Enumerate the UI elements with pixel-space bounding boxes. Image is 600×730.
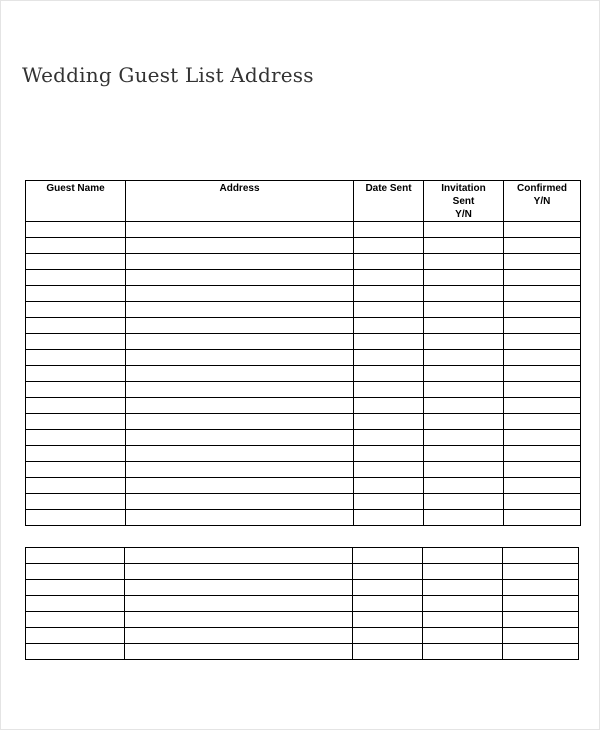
cell-date-sent[interactable] [354, 510, 424, 526]
cell-address[interactable] [126, 350, 354, 366]
cell-confirmed[interactable] [504, 398, 581, 414]
cell-guest-name[interactable] [26, 286, 126, 302]
cell-confirmed[interactable] [504, 430, 581, 446]
cell-date-sent[interactable] [353, 628, 423, 644]
cell-date-sent[interactable] [354, 238, 424, 254]
cell-confirmed[interactable] [503, 596, 579, 612]
cell-address[interactable] [126, 286, 354, 302]
cell-guest-name[interactable] [26, 510, 126, 526]
cell-date-sent[interactable] [354, 286, 424, 302]
cell-date-sent[interactable] [354, 462, 424, 478]
cell-confirmed[interactable] [503, 644, 579, 660]
table-row [26, 628, 579, 644]
cell-address[interactable] [125, 564, 353, 580]
table-row [26, 510, 581, 526]
cell-guest-name[interactable] [26, 494, 126, 510]
cell-invitation-sent[interactable] [424, 510, 504, 526]
cell-invitation-sent[interactable] [423, 612, 503, 628]
cell-date-sent[interactable] [354, 302, 424, 318]
cell-date-sent[interactable] [354, 318, 424, 334]
cell-confirmed[interactable] [504, 478, 581, 494]
cell-address[interactable] [126, 302, 354, 318]
cell-invitation-sent[interactable] [424, 270, 504, 286]
cell-address[interactable] [126, 382, 354, 398]
cell-invitation-sent[interactable] [424, 334, 504, 350]
table-row [26, 478, 581, 494]
table-row [26, 222, 581, 238]
table-row [26, 564, 579, 580]
table-row [26, 334, 581, 350]
cell-date-sent[interactable] [354, 254, 424, 270]
cell-guest-name[interactable] [26, 318, 126, 334]
cell-guest-name[interactable] [26, 414, 126, 430]
cell-date-sent[interactable] [354, 366, 424, 382]
cell-address[interactable] [126, 478, 354, 494]
cell-date-sent[interactable] [353, 612, 423, 628]
cell-date-sent[interactable] [354, 350, 424, 366]
header-address: Address [126, 181, 354, 222]
cell-invitation-sent[interactable] [423, 580, 503, 596]
cell-invitation-sent[interactable] [424, 446, 504, 462]
cell-address[interactable] [125, 548, 353, 564]
table-row [26, 350, 581, 366]
cell-date-sent[interactable] [354, 478, 424, 494]
table-row [26, 644, 579, 660]
cell-address[interactable] [126, 270, 354, 286]
cell-date-sent[interactable] [354, 494, 424, 510]
cell-date-sent[interactable] [353, 596, 423, 612]
cell-invitation-sent[interactable] [424, 478, 504, 494]
cell-confirmed[interactable] [504, 350, 581, 366]
cell-guest-name[interactable] [26, 478, 126, 494]
cell-confirmed[interactable] [504, 254, 581, 270]
cell-invitation-sent[interactable] [424, 398, 504, 414]
cell-guest-name[interactable] [26, 462, 126, 478]
cell-invitation-sent[interactable] [423, 628, 503, 644]
cell-address[interactable] [126, 510, 354, 526]
cell-confirmed[interactable] [503, 564, 579, 580]
cell-confirmed[interactable] [504, 334, 581, 350]
cell-guest-name[interactable] [26, 564, 125, 580]
cell-invitation-sent[interactable] [424, 222, 504, 238]
cell-address[interactable] [125, 612, 353, 628]
cell-date-sent[interactable] [354, 334, 424, 350]
cell-invitation-sent[interactable] [424, 302, 504, 318]
cell-date-sent[interactable] [353, 564, 423, 580]
cell-guest-name[interactable] [26, 596, 125, 612]
cell-invitation-sent[interactable] [424, 238, 504, 254]
cell-confirmed[interactable] [503, 612, 579, 628]
table-row [26, 430, 581, 446]
table-row [26, 446, 581, 462]
cell-confirmed[interactable] [504, 238, 581, 254]
cell-guest-name[interactable] [26, 334, 126, 350]
cell-confirmed[interactable] [504, 382, 581, 398]
header-date-sent: Date Sent [354, 181, 424, 222]
cell-address[interactable] [126, 366, 354, 382]
cell-invitation-sent[interactable] [424, 494, 504, 510]
cell-invitation-sent[interactable] [424, 318, 504, 334]
table-row [26, 596, 579, 612]
cell-guest-name[interactable] [26, 382, 126, 398]
header-guest-name: Guest Name [26, 181, 126, 222]
cell-date-sent[interactable] [353, 548, 423, 564]
cell-confirmed[interactable] [504, 446, 581, 462]
cell-guest-name[interactable] [26, 430, 126, 446]
cell-invitation-sent[interactable] [424, 462, 504, 478]
cell-confirmed[interactable] [504, 414, 581, 430]
table-row [26, 398, 581, 414]
table-row [26, 302, 581, 318]
table-row [26, 414, 581, 430]
cell-address[interactable] [126, 238, 354, 254]
table-row [26, 270, 581, 286]
cell-guest-name[interactable] [26, 398, 126, 414]
cell-guest-name[interactable] [26, 302, 126, 318]
table-row [26, 382, 581, 398]
cell-guest-name[interactable] [26, 628, 125, 644]
guest-list-table [25, 180, 581, 526]
cell-guest-name[interactable] [26, 350, 126, 366]
guest-list-table-continued [25, 547, 579, 660]
cell-guest-name[interactable] [26, 580, 125, 596]
cell-address[interactable] [126, 430, 354, 446]
cell-invitation-sent[interactable] [424, 350, 504, 366]
cell-confirmed[interactable] [504, 286, 581, 302]
cell-invitation-sent[interactable] [423, 564, 503, 580]
cell-confirmed[interactable] [504, 494, 581, 510]
cell-guest-name[interactable] [26, 270, 126, 286]
cell-guest-name[interactable] [26, 238, 126, 254]
cell-date-sent[interactable] [354, 446, 424, 462]
cell-invitation-sent[interactable] [423, 644, 503, 660]
cell-confirmed[interactable] [504, 318, 581, 334]
table-row [26, 238, 581, 254]
cell-confirmed[interactable] [504, 366, 581, 382]
cell-date-sent[interactable] [354, 382, 424, 398]
cell-address[interactable] [125, 596, 353, 612]
cell-confirmed[interactable] [504, 302, 581, 318]
cell-date-sent[interactable] [354, 414, 424, 430]
cell-address[interactable] [126, 222, 354, 238]
cell-date-sent[interactable] [353, 580, 423, 596]
cell-invitation-sent[interactable] [424, 286, 504, 302]
cell-confirmed[interactable] [504, 462, 581, 478]
cell-confirmed[interactable] [503, 628, 579, 644]
cell-guest-name[interactable] [26, 366, 126, 382]
cell-guest-name[interactable] [26, 222, 126, 238]
cell-invitation-sent[interactable] [424, 366, 504, 382]
cell-confirmed[interactable] [503, 580, 579, 596]
cell-address[interactable] [126, 318, 354, 334]
table-row [26, 318, 581, 334]
cell-confirmed[interactable] [503, 548, 579, 564]
document-title: Wedding Guest List Address [22, 63, 314, 87]
cell-address[interactable] [126, 254, 354, 270]
cell-date-sent[interactable] [354, 222, 424, 238]
cell-address[interactable] [125, 644, 353, 660]
table-row [26, 494, 581, 510]
table-row [26, 254, 581, 270]
table-row [26, 462, 581, 478]
cell-address[interactable] [126, 334, 354, 350]
cell-invitation-sent[interactable] [423, 548, 503, 564]
cell-address[interactable] [126, 494, 354, 510]
table-header-row [26, 181, 581, 222]
table-row [26, 580, 579, 596]
cell-invitation-sent[interactable] [424, 254, 504, 270]
cell-guest-name[interactable] [26, 644, 125, 660]
header-confirmed: Confirmed Y/N [504, 181, 581, 222]
cell-date-sent[interactable] [354, 270, 424, 286]
cell-guest-name[interactable] [26, 254, 126, 270]
cell-invitation-sent[interactable] [423, 596, 503, 612]
table-row [26, 286, 581, 302]
cell-date-sent[interactable] [354, 430, 424, 446]
cell-confirmed[interactable] [504, 270, 581, 286]
header-invitation-sent: Invitation Sent Y/N [424, 181, 504, 222]
table-row [26, 612, 579, 628]
cell-invitation-sent[interactable] [424, 414, 504, 430]
cell-guest-name[interactable] [26, 446, 126, 462]
cell-date-sent[interactable] [353, 644, 423, 660]
cell-address[interactable] [126, 398, 354, 414]
table-row [26, 366, 581, 382]
cell-address[interactable] [125, 580, 353, 596]
cell-confirmed[interactable] [504, 222, 581, 238]
cell-address[interactable] [126, 462, 354, 478]
cell-invitation-sent[interactable] [424, 382, 504, 398]
cell-address[interactable] [125, 628, 353, 644]
table-row [26, 548, 579, 564]
cell-address[interactable] [126, 446, 354, 462]
cell-address[interactable] [126, 414, 354, 430]
cell-guest-name[interactable] [26, 612, 125, 628]
cell-invitation-sent[interactable] [424, 430, 504, 446]
cell-confirmed[interactable] [504, 510, 581, 526]
cell-date-sent[interactable] [354, 398, 424, 414]
cell-guest-name[interactable] [26, 548, 125, 564]
